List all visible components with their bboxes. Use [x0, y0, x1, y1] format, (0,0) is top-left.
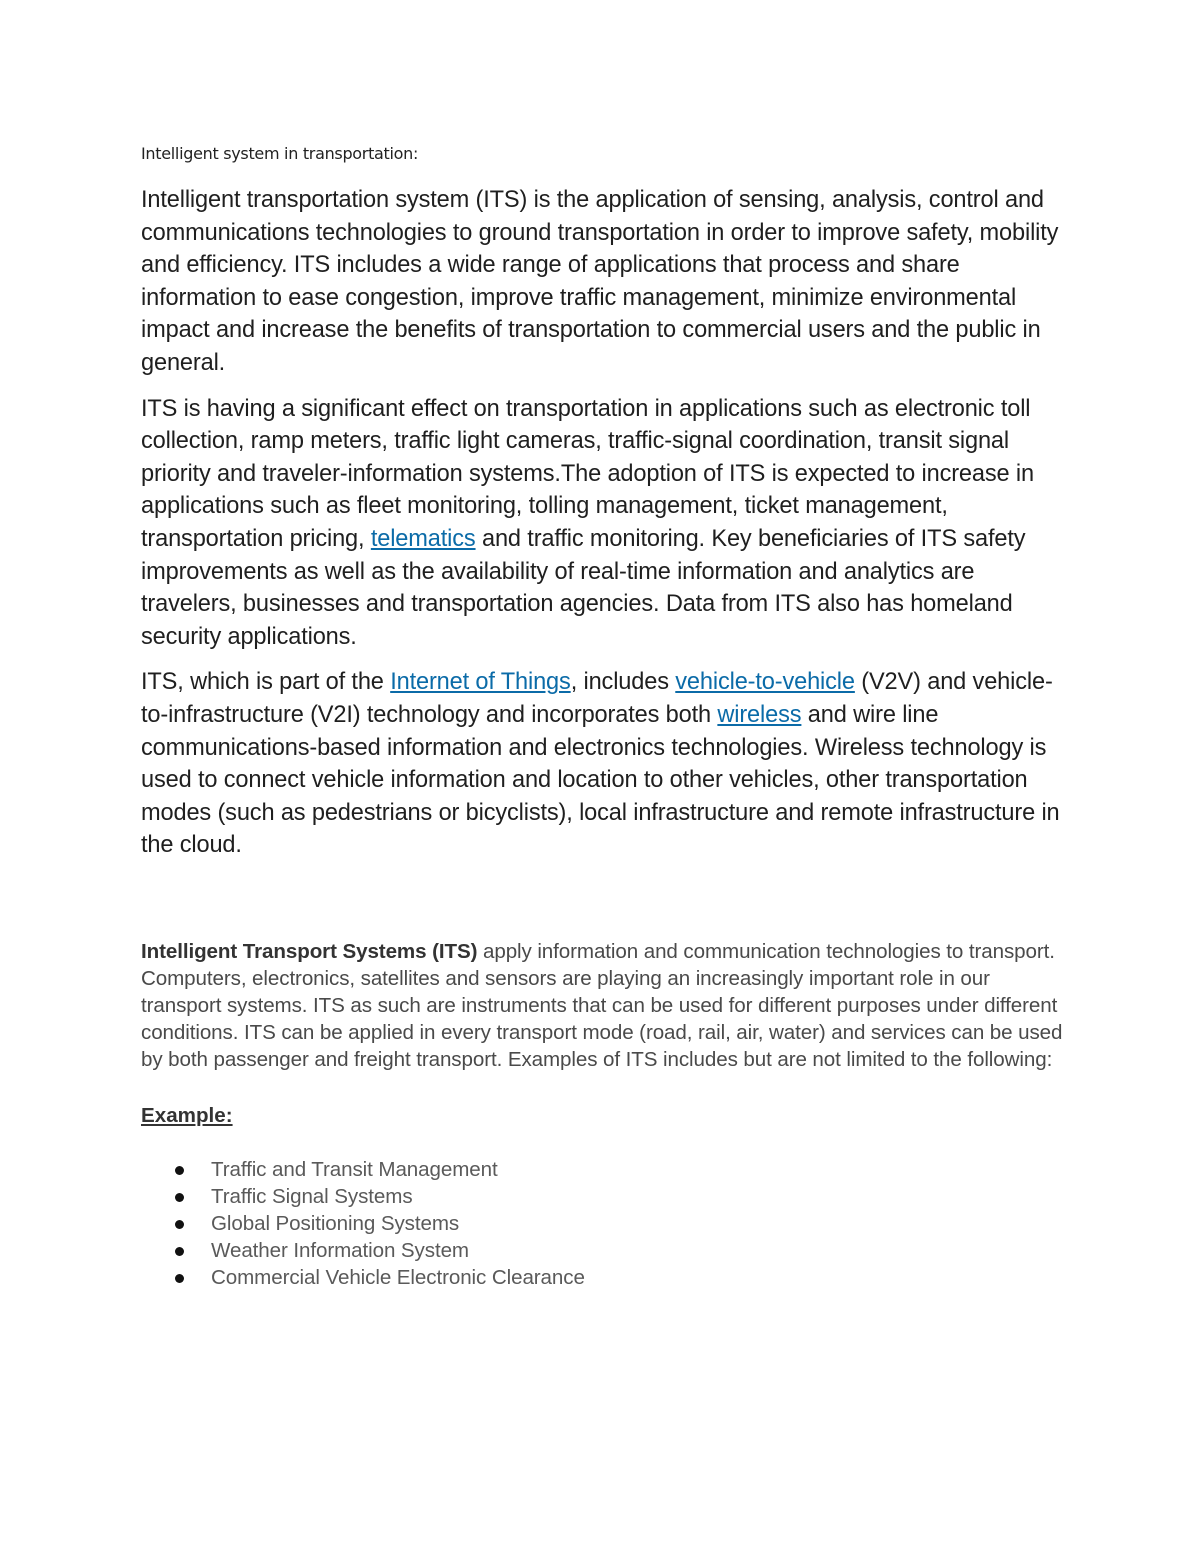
paragraph-text: ITS, which is part of the: [141, 669, 391, 696]
paragraph-text: ITS is having a significant effect on transportation in applications such as electronic toll collection, ramp meters, traffic light cameras, traffic-signal coordination, transit signal priority and traveler-information systems.The adoption of ITS is expected to increase in applications such as fleet monitoring, tolling management, ticket management, transportation pricing,: [141, 395, 1034, 552]
document-page: [141, 140, 1066, 1291]
example-label: Example:: [141, 1103, 233, 1127]
bullet-icon: [175, 1220, 184, 1229]
list-item: [141, 1156, 1066, 1183]
paragraph-text: , includes: [570, 669, 676, 696]
paragraph-its-overview: [141, 938, 1066, 1073]
link-internet-of-things[interactable]: Internet of Things: [390, 669, 571, 696]
paragraph-its-definition: Intelligent transportation system (ITS) is the application of sensing, analysis, control and communications technologies to ground transportation in order to improve safety, mobility and efficiency. ITS includes a wide range of applications that process and share information to ease congestion, improve traffic management, minimize environmental impact and increase the benefits of transportation to commercial users and the public in general.: [141, 187, 1059, 376]
section-gap: [141, 875, 1066, 938]
list-item-label: Weather Information System: [211, 1238, 469, 1262]
list-item-label: Commercial Vehicle Electronic Clearance: [211, 1265, 585, 1289]
bullet-icon: [175, 1193, 184, 1202]
list-item: [141, 1210, 1066, 1237]
bullet-icon: [175, 1247, 184, 1256]
examples-list: [141, 1156, 1066, 1291]
link-wireless[interactable]: wireless: [717, 701, 802, 728]
link-telematics[interactable]: telematics: [370, 525, 476, 552]
list-item-label: Global Positioning Systems: [211, 1211, 460, 1235]
paragraph-text: and wire line communications-based information and electronics technologies. Wireless technology is used to connect vehicle information and location to other vehicles, other transportation modes (such as pedestrians or bicyclists), local infrastructure and remote infrastructure in the cloud.: [141, 701, 1060, 859]
paragraph-its-effect: [141, 393, 1066, 654]
list-item-label: Traffic and Transit Management: [211, 1157, 498, 1181]
list-item-label: Traffic Signal Systems: [211, 1184, 413, 1208]
bullet-icon: [175, 1274, 184, 1283]
list-item: [141, 1264, 1066, 1291]
bold-term: Intelligent Transport Systems (ITS): [141, 939, 478, 963]
list-item: [141, 1183, 1066, 1210]
paragraph-text: (V2V) and vehicle-to-infrastructure (V2I) technology and incorporates both: [141, 669, 1053, 728]
list-item: [141, 1237, 1066, 1264]
paragraph-text: apply information and communication technologies to transport. Computers, electronics, satellites and sensors are playing an increasingly important role in our transport systems. ITS as such are instruments that can be used for different purposes under different conditions. ITS can be applied in every transport mode (road, rail, air, water) and services can be used by both passenger and freight transport. Examples of ITS includes but are not limited to the following:: [141, 939, 1063, 1071]
paragraph-its-iot: [141, 666, 1066, 862]
paragraph-text: and traffic monitoring. Key beneficiaries of ITS safety improvements as well as the availability of real-time information and analytics are travelers, businesses and transportation agencies. Data from ITS also has homeland security applications.: [141, 525, 1026, 650]
link-vehicle-to-vehicle[interactable]: vehicle-to-vehicle: [675, 669, 855, 696]
document-heading: Intelligent system in transportation:: [141, 144, 419, 163]
bullet-icon: [175, 1166, 184, 1175]
